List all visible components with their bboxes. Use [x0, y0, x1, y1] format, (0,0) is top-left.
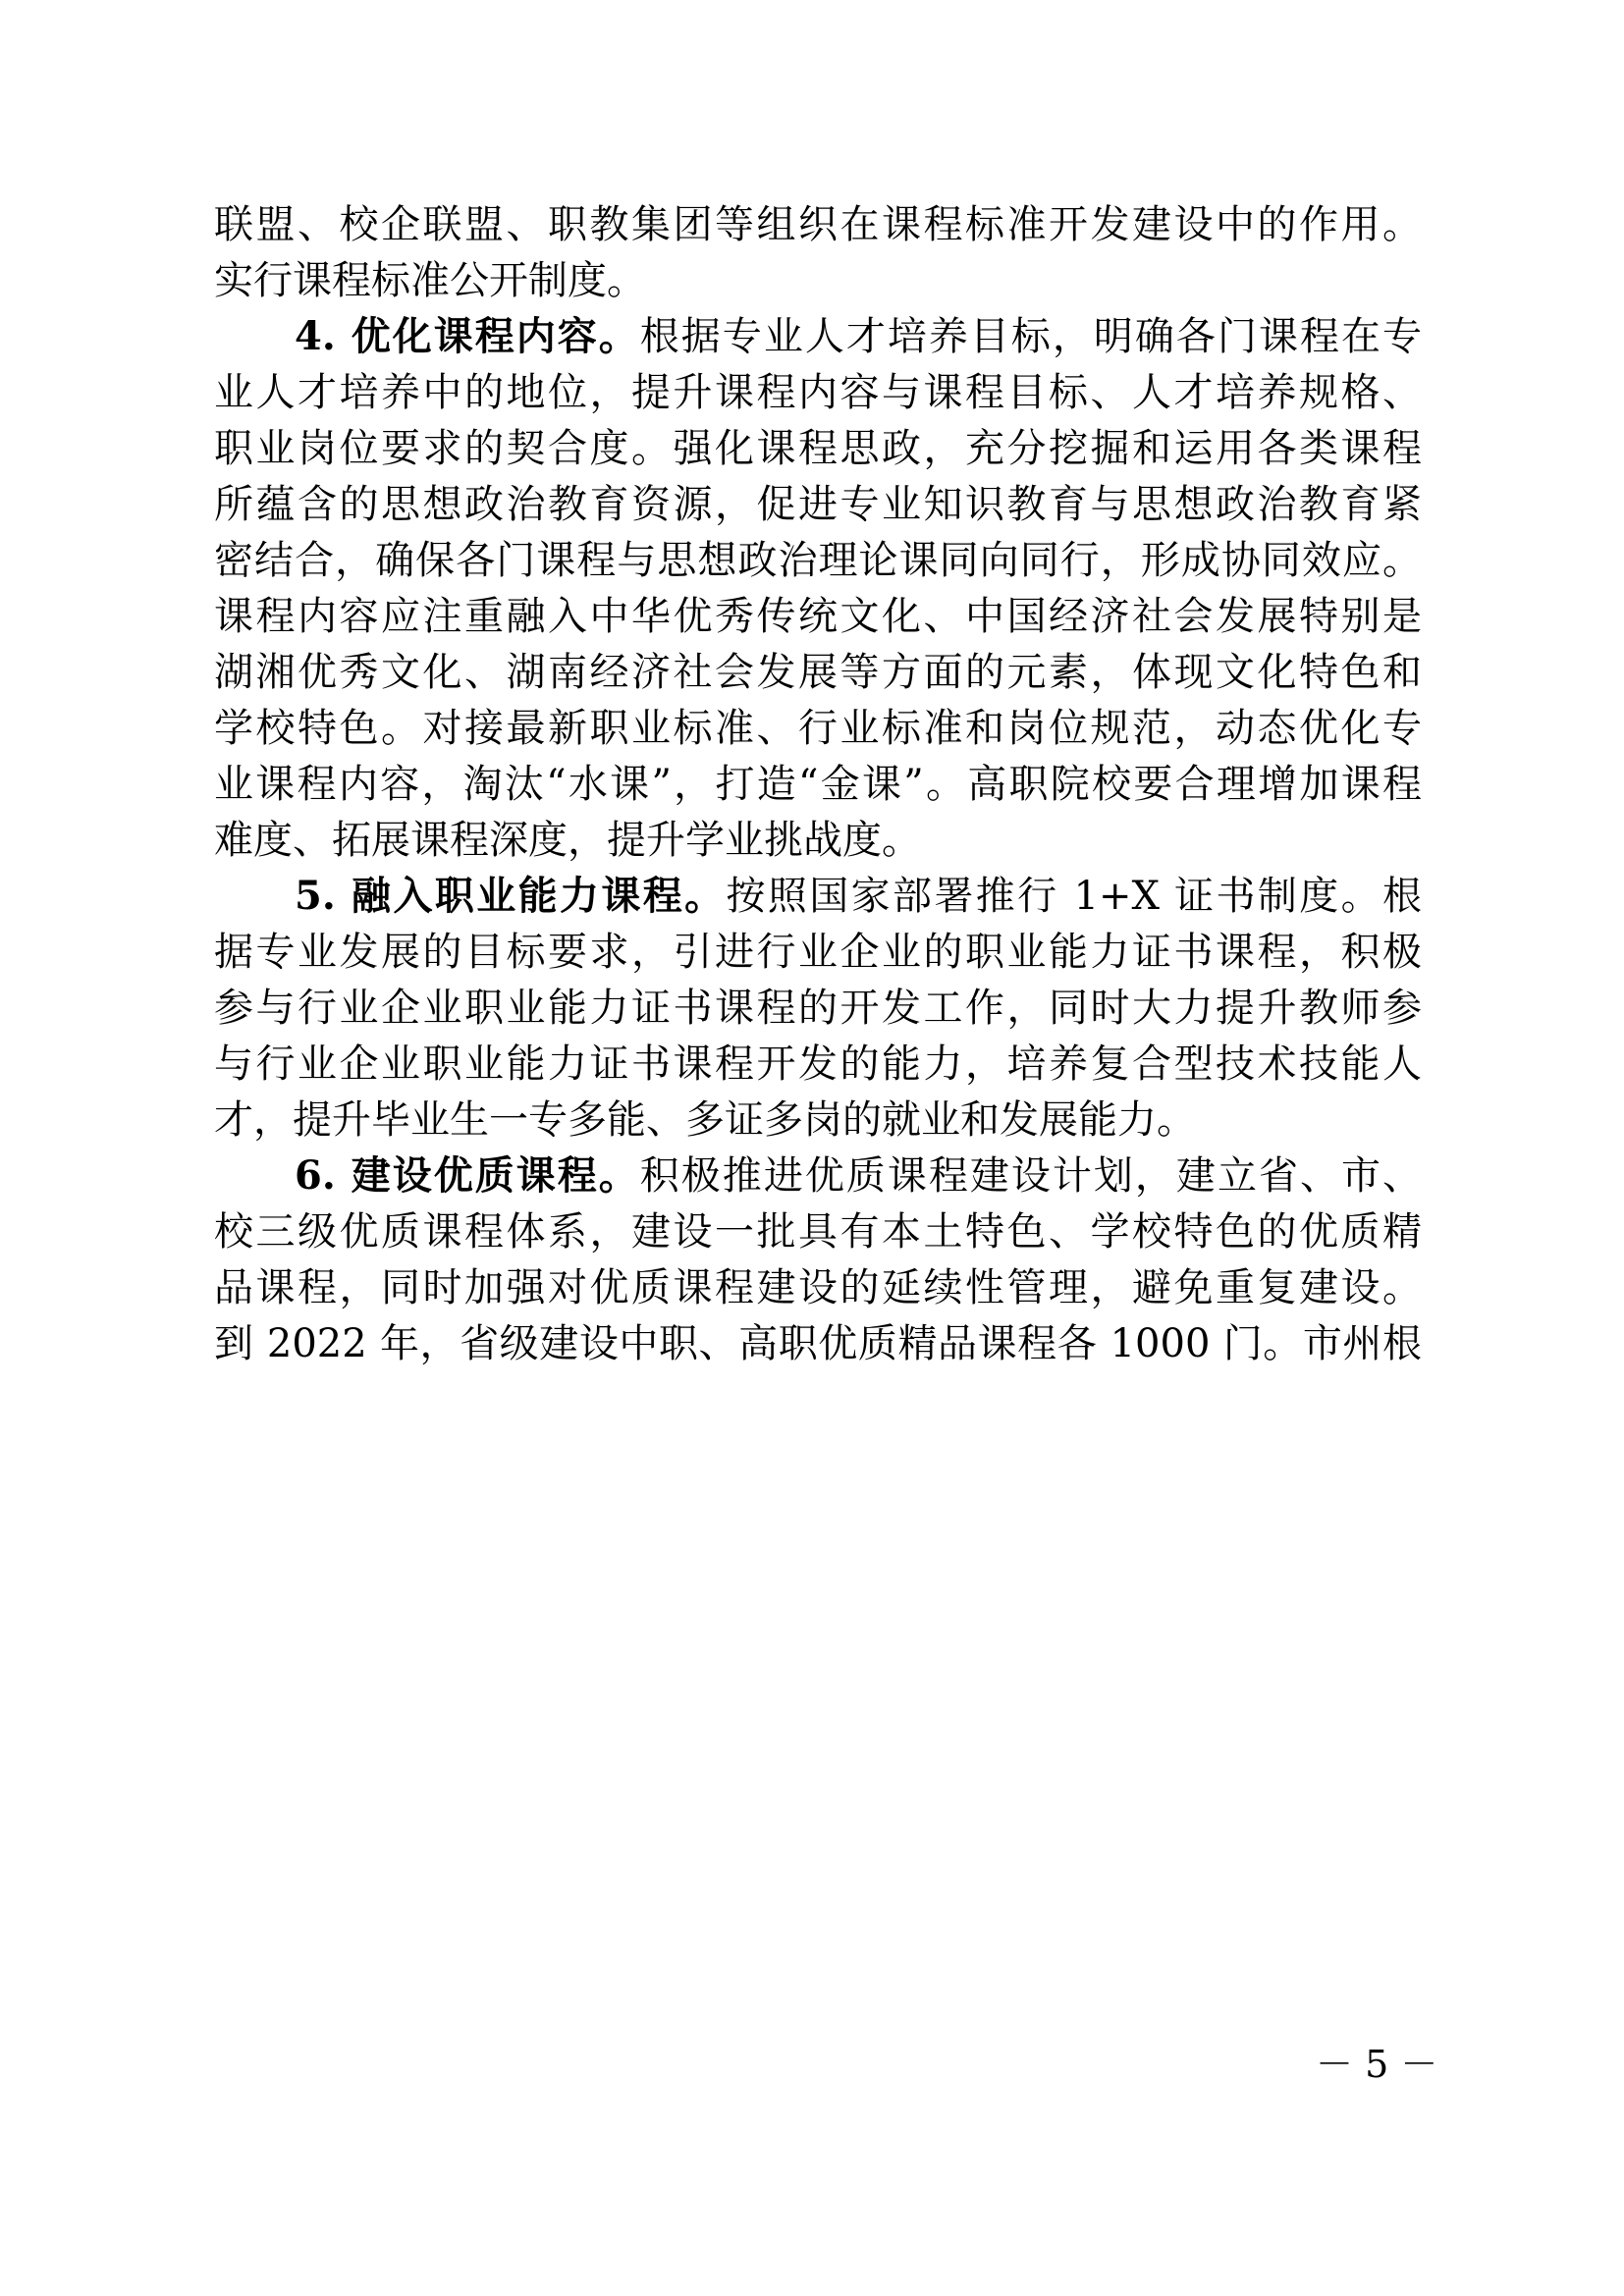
- para-3-line-3: 参与行业企业职业能力证书课程的开发工作，同时大力提升教师参: [214, 986, 1422, 1031]
- para-4-line-2: 校三级优质课程体系，建设一批具有本土特色、学校特色的优质精: [214, 1209, 1422, 1255]
- para-4-line-4: 到 2022 年，省级建设中职、高职优质精品课程各 1000 门。市州根: [214, 1321, 1422, 1366]
- para-2-line-2: 业人才培养中的地位，提升课程内容与课程目标、人才培养规格、: [214, 370, 1422, 415]
- para-2-line-6: 课程内容应注重融入中华优秀传统文化、中国经济社会发展特别是: [214, 594, 1422, 639]
- page-number: － 5 －: [1316, 2043, 1438, 2086]
- para-2-line-9: 业课程内容，淘汰“水课”，打造“金课”。高职院校要合理增加课程: [214, 762, 1422, 807]
- para-2-line-1: [295, 307, 1422, 366]
- para-2-line-8: 学校特色。对接最新职业标准、行业标准和岗位规范，动态优化专: [214, 706, 1422, 751]
- para-4-heading: 6. 建设优质课程。: [295, 1152, 640, 1199]
- para-2-line-7: 湖湘优秀文化、湖南经济社会发展等方面的元素，体现文化特色和: [214, 650, 1422, 695]
- para-4-line-3: 品课程，同时加强对优质课程建设的延续性管理，避免重复建设。: [214, 1265, 1422, 1310]
- para-2-line-10: 难度、拓展课程深度，提升学业挑战度。: [214, 818, 921, 863]
- para-3-line-1: [295, 867, 1422, 926]
- para-4-line-1-text: 积极推进优质课程建设计划，建立省、市、: [639, 1153, 1422, 1199]
- para-2-line-5: 密结合，确保各门课程与思想政治理论课同向同行，形成协同效应。: [214, 538, 1422, 583]
- para-4-line-1: [295, 1147, 1422, 1205]
- para-3-line-5: 才，提升毕业生一专多能、多证多岗的就业和发展能力。: [214, 1097, 1196, 1143]
- para-2-line-4: 所蕴含的思想政治教育资源，促进专业知识教育与思想政治教育紧: [214, 482, 1422, 527]
- para-2-heading: 4. 优化课程内容。: [295, 313, 640, 359]
- para-1-line-2: 实行课程标准公开制度。: [214, 258, 646, 303]
- para-2-line-1-text: 根据专业人才培养目标，明确各门课程在专: [639, 314, 1422, 359]
- para-1-line-1: 联盟、校企联盟、职教集团等组织在课程标准开发建设中的作用。: [214, 202, 1422, 247]
- para-3-line-4: 与行业企业职业能力证书课程开发的能力，培养复合型技术技能人: [214, 1041, 1422, 1087]
- para-2-line-3: 职业岗位要求的契合度。强化课程思政，充分挖掘和运用各类课程: [214, 426, 1422, 471]
- para-3-line-2: 据专业发展的目标要求，引进行业企业的职业能力证书课程，积极: [214, 930, 1422, 975]
- para-3-heading: 5. 融入职业能力课程。: [295, 873, 727, 919]
- para-3-line-1-text: 按照国家部署推行 1+X 证书制度。根: [726, 874, 1423, 919]
